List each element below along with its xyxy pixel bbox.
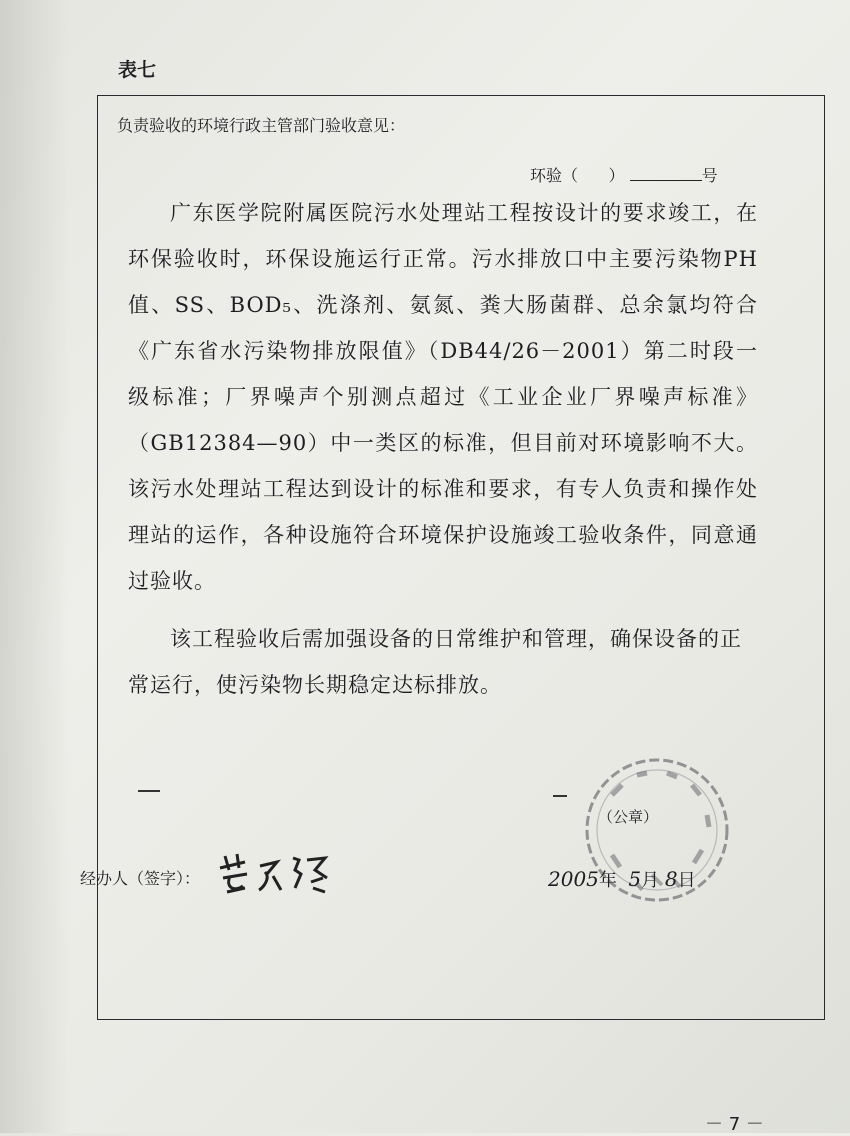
signer-label: 经办人（签字）： — [80, 869, 201, 888]
date-month-unit: 月 — [641, 870, 660, 891]
seal-label: （公章） — [598, 808, 659, 826]
handwritten-signature — [215, 848, 335, 900]
reference-suffix: 号 — [701, 166, 718, 185]
date-day-unit: 日 — [677, 870, 696, 891]
reference-blank — [630, 166, 702, 181]
opinion-body — [128, 190, 758, 604]
page-shadow — [0, 0, 70, 1133]
reference-prefix: 环验（ — [530, 166, 579, 185]
table-label: 表七 — [118, 59, 157, 81]
date-month: 5 — [628, 867, 642, 891]
opinion-paragraph-1: 广东医学院附属医院污水处理站工程按设计的要求竣工，在环保验收时，环保设施运行正常。污水排放口中主要污染物PH值、SS、BOD₅、洗涤剂、氨氮、粪大肠菌群、总余氯均符合《广东省水污染物排放限值》（DB44/26－2001）第二时段一级标准；厂界噪声个别测点超过《工业企业厂界噪声标准》（GB12384—90）中一类区的标准，但目前对环境影响不大。该污水处理站工程达到设计的标准和要求，有专人负责和操作处理站的运作，各种设施符合环境保护设施竣工验收条件，同意通过验收。 — [128, 201, 758, 593]
sign-date — [548, 866, 696, 892]
mark-dash — [553, 795, 567, 797]
reference-number — [530, 163, 718, 186]
form-heading: 负责验收的环境行政主管部门验收意见： — [117, 116, 406, 135]
reference-middle: ） — [608, 166, 625, 185]
date-year-unit: 年 — [598, 870, 617, 891]
page-number: － 7 － — [705, 1114, 764, 1135]
opinion-paragraph-2: 该工程验收后需加强设备的日常维护和管理，确保设备的正常运行，使污染物长期稳定达标排放。 — [128, 627, 742, 697]
date-year: 2005 — [548, 867, 599, 891]
date-day: 8 — [664, 867, 678, 891]
mark-dash — [138, 790, 160, 792]
